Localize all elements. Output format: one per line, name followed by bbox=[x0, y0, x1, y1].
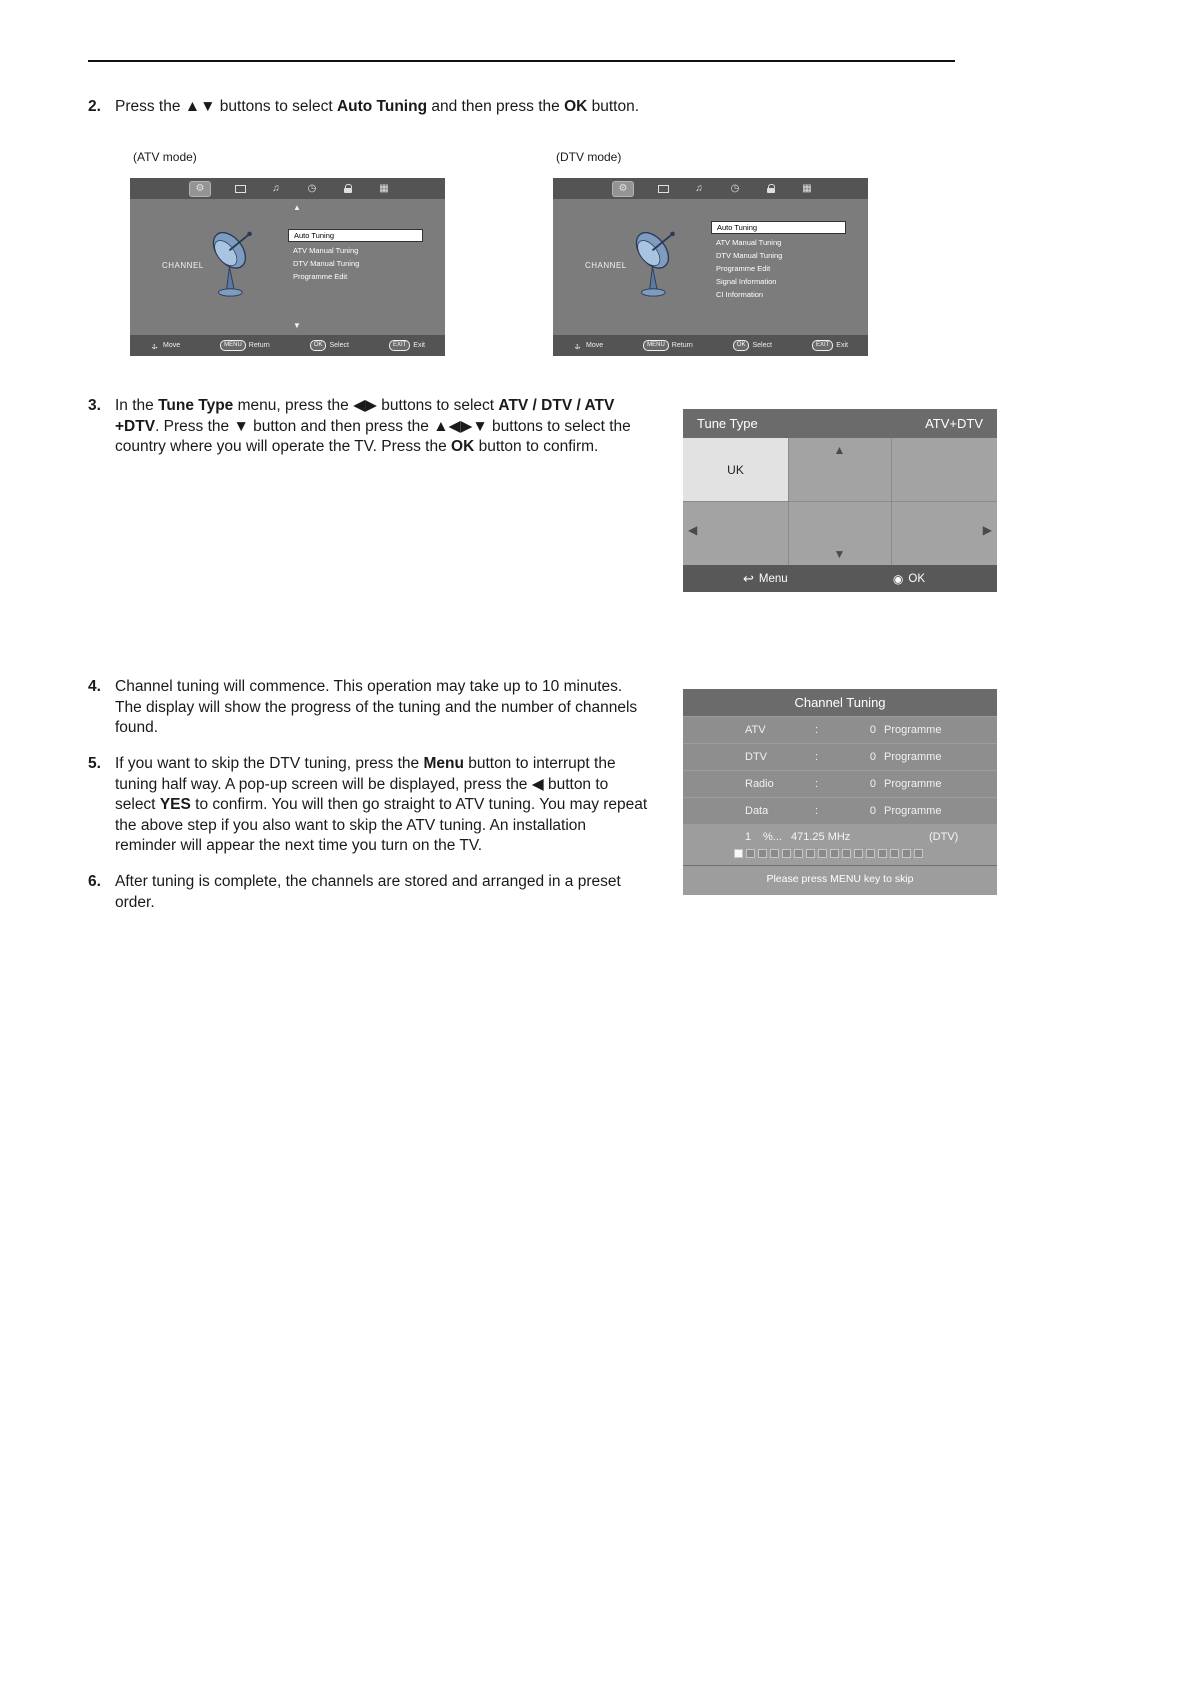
progress-segment bbox=[878, 849, 887, 858]
progress-bar bbox=[683, 849, 997, 858]
control-hint bbox=[812, 340, 848, 351]
channel-label: CHANNEL bbox=[585, 261, 627, 270]
text-segment: Channel tuning will commence. This operation may take up to 10 minutes. The display will show the progress of the tuning and the number of channels found. bbox=[115, 678, 638, 736]
tune-type-title: Tune Type bbox=[697, 416, 758, 431]
tv-menu-item: DTV Manual Tuning bbox=[293, 259, 360, 268]
ct-count: 0 bbox=[869, 724, 876, 736]
tune-type-footer bbox=[683, 565, 997, 592]
text-segment: In the bbox=[115, 397, 159, 414]
skip-hint: Please press MENU key to skip bbox=[766, 873, 914, 885]
ct-count: 0 bbox=[869, 778, 876, 790]
step-text bbox=[115, 97, 650, 118]
progress-segment bbox=[734, 849, 743, 858]
tune-type-header bbox=[683, 409, 997, 438]
text-segment: If you want to skip the DTV tuning, press the bbox=[115, 755, 424, 772]
ok-key-badge: OK bbox=[310, 340, 327, 351]
scroll-up-icon: ▲ bbox=[293, 203, 301, 212]
text-segment: After tuning is complete, the channels are stored and arranged in a preset order. bbox=[115, 873, 621, 911]
text-segment: Press the ▲▼ buttons to select bbox=[115, 98, 337, 115]
atv-mode-label: (ATV mode) bbox=[133, 150, 197, 164]
up-arrow-icon: ▲ bbox=[833, 443, 846, 457]
progress-segment bbox=[842, 849, 851, 858]
tv-menu-item: Programme Edit bbox=[293, 272, 348, 281]
step-2 bbox=[88, 97, 650, 118]
text-segment: Tune Type bbox=[158, 397, 234, 414]
control-hint bbox=[150, 341, 180, 351]
ok-key-badge: OK bbox=[733, 340, 750, 351]
tv-screen-dtv bbox=[553, 178, 868, 356]
satellite-dish-image bbox=[625, 219, 689, 311]
text-segment: button. bbox=[587, 98, 640, 115]
control-hint bbox=[389, 340, 425, 351]
text-segment: ATV / DTV / ATV +DTV bbox=[115, 397, 615, 435]
ct-label: Radio bbox=[745, 778, 774, 790]
step-number: 6. bbox=[88, 873, 101, 890]
menu-key-badge: MENU bbox=[220, 340, 246, 351]
menu-hint bbox=[743, 571, 788, 587]
music-icon bbox=[270, 183, 282, 195]
ct-unit: Programme bbox=[884, 805, 942, 817]
control-label: Exit bbox=[836, 342, 848, 349]
progress-segment bbox=[770, 849, 779, 858]
country-cell-uk: UK bbox=[683, 438, 788, 501]
progress-percent: 1 bbox=[745, 831, 752, 843]
tv-menu-body bbox=[553, 199, 868, 335]
tv-icon-bar bbox=[553, 178, 868, 199]
progress-segment bbox=[902, 849, 911, 858]
tuning-row bbox=[683, 744, 997, 770]
text-segment: to confirm. You will then go straight to ATV tuning. You may repeat the above step if you also want to skip the ATV tuning. An installation reminder will appear the next time you turn on the TV. bbox=[115, 796, 648, 854]
right-arrow-icon: ▶ bbox=[982, 523, 992, 537]
control-label: Select bbox=[329, 342, 349, 349]
progress-segment bbox=[830, 849, 839, 858]
progress-segment bbox=[794, 849, 803, 858]
clock-icon bbox=[729, 183, 741, 195]
step-text bbox=[115, 677, 650, 739]
channel-tuning-title: Channel Tuning bbox=[683, 689, 997, 716]
step-text bbox=[115, 872, 650, 913]
scroll-down-icon: ▼ bbox=[293, 321, 301, 330]
grid-icon bbox=[801, 183, 813, 195]
ct-colon: : bbox=[815, 805, 819, 817]
ct-colon: : bbox=[815, 724, 819, 736]
text-segment: menu, press the ◀▶ buttons to select bbox=[233, 397, 499, 414]
tune-type-body bbox=[683, 438, 997, 565]
tv-menu-list bbox=[288, 229, 423, 283]
tv-menu-item: Auto Tuning bbox=[711, 221, 846, 234]
exit-key-badge: EXIT bbox=[389, 340, 410, 351]
step-number: 2. bbox=[88, 98, 101, 115]
progress-segment bbox=[914, 849, 923, 858]
gear-icon bbox=[190, 182, 210, 196]
grid-icon bbox=[378, 183, 390, 195]
tv-screen-atv bbox=[130, 178, 445, 356]
exit-key-badge: EXIT bbox=[812, 340, 833, 351]
control-hint bbox=[573, 341, 603, 351]
progress-segment bbox=[758, 849, 767, 858]
ct-label: DTV bbox=[745, 751, 767, 763]
ok-hint-label: OK bbox=[908, 572, 925, 585]
channel-label: CHANNEL bbox=[162, 261, 204, 270]
step-number: 5. bbox=[88, 755, 101, 772]
tune-type-panel bbox=[683, 409, 997, 592]
progress-segment bbox=[806, 849, 815, 858]
control-hint bbox=[733, 340, 772, 351]
progress-frequency: 471.25 MHz bbox=[791, 831, 851, 843]
screen-icon bbox=[234, 183, 246, 195]
tv-menu-item: Signal Information bbox=[716, 277, 777, 286]
text-segment: and then press the bbox=[427, 98, 565, 115]
tv-menu-item: DTV Manual Tuning bbox=[716, 251, 783, 260]
ct-colon: : bbox=[815, 751, 819, 763]
channel-tuning-panel bbox=[683, 689, 997, 895]
tv-menu-list bbox=[711, 221, 846, 301]
control-label: Select bbox=[752, 342, 772, 349]
ct-unit: Programme bbox=[884, 778, 942, 790]
tv-menu-body bbox=[130, 199, 445, 335]
ct-unit: Programme bbox=[884, 751, 942, 763]
step-number: 3. bbox=[88, 397, 101, 414]
return-arrow-icon bbox=[743, 571, 754, 587]
progress-segment bbox=[854, 849, 863, 858]
dtv-mode-label: (DTV mode) bbox=[556, 150, 622, 164]
tuning-rows bbox=[683, 716, 997, 824]
ct-unit: Programme bbox=[884, 724, 942, 736]
text-segment: button to confirm. bbox=[474, 438, 599, 455]
text-segment: Auto Tuning bbox=[336, 98, 428, 115]
ct-label: ATV bbox=[745, 724, 766, 736]
ok-circle-icon bbox=[893, 572, 903, 586]
step-5 bbox=[88, 754, 650, 857]
tuning-row bbox=[683, 798, 997, 824]
tuning-row bbox=[683, 771, 997, 797]
step-4 bbox=[88, 677, 650, 739]
text-segment: OK bbox=[564, 98, 588, 115]
ct-label: Data bbox=[745, 805, 769, 817]
ok-hint bbox=[893, 572, 925, 586]
tune-type-value: ATV+DTV bbox=[925, 416, 983, 431]
ct-colon: : bbox=[815, 778, 819, 790]
tv-menu-item: ATV Manual Tuning bbox=[716, 238, 782, 247]
tv-menu-item: Auto Tuning bbox=[288, 229, 423, 242]
gear-icon bbox=[613, 182, 633, 196]
step-6 bbox=[88, 872, 650, 913]
progress-segment bbox=[818, 849, 827, 858]
tuning-progress-line bbox=[683, 831, 997, 846]
tv-menu-item: ATV Manual Tuning bbox=[293, 246, 359, 255]
step-text bbox=[115, 396, 650, 458]
menu-hint-label: Menu bbox=[758, 572, 788, 585]
progress-percent-suffix: %... bbox=[763, 831, 782, 843]
tv-menu-item: Programme Edit bbox=[716, 264, 771, 273]
progress-segment bbox=[866, 849, 875, 858]
step-text bbox=[115, 754, 650, 857]
satellite-dish-image bbox=[202, 219, 266, 311]
control-label: Return bbox=[248, 342, 270, 349]
progress-segment bbox=[782, 849, 791, 858]
progress-segment bbox=[746, 849, 755, 858]
control-label: Move bbox=[586, 342, 604, 349]
control-hint bbox=[643, 340, 693, 351]
text-segment: . Press the ▼ button and then press the ▲◀▶▼ buttons to select the country where you will operate the TV. Press the bbox=[115, 417, 631, 455]
control-label: Move bbox=[163, 342, 181, 349]
step-number: 4. bbox=[88, 678, 101, 695]
control-label: Exit bbox=[413, 342, 425, 349]
tuning-row bbox=[683, 717, 997, 743]
tv-icon-bar bbox=[130, 178, 445, 199]
control-hint bbox=[220, 340, 270, 351]
progress-segment bbox=[890, 849, 899, 858]
step-3 bbox=[88, 396, 650, 458]
tv-control-bar bbox=[130, 335, 445, 356]
control-label: Return bbox=[671, 342, 693, 349]
divider-line bbox=[683, 865, 997, 866]
move-icon bbox=[573, 341, 583, 351]
down-arrow-icon: ▼ bbox=[833, 547, 846, 561]
ct-count: 0 bbox=[869, 751, 876, 763]
lock-icon bbox=[765, 183, 777, 195]
menu-key-badge: MENU bbox=[643, 340, 669, 351]
lock-icon bbox=[342, 183, 354, 195]
music-icon bbox=[693, 183, 705, 195]
page-top-rule bbox=[88, 60, 955, 62]
screen-icon bbox=[657, 183, 669, 195]
tv-menu-item: CI Information bbox=[716, 290, 764, 299]
ct-count: 0 bbox=[869, 805, 876, 817]
progress-mode: (DTV) bbox=[929, 831, 959, 843]
left-arrow-icon: ◀ bbox=[688, 523, 698, 537]
grid-line bbox=[683, 501, 997, 502]
tv-control-bar bbox=[553, 335, 868, 356]
control-hint bbox=[310, 340, 349, 351]
move-icon bbox=[150, 341, 160, 351]
clock-icon bbox=[306, 183, 318, 195]
text-segment: OK bbox=[451, 438, 475, 455]
text-segment: Menu bbox=[423, 755, 464, 772]
text-segment: YES bbox=[159, 796, 191, 813]
text-segment: button to interrupt the tuning half way. A pop-up screen will be displayed, press the ◀ button to select bbox=[115, 755, 616, 813]
